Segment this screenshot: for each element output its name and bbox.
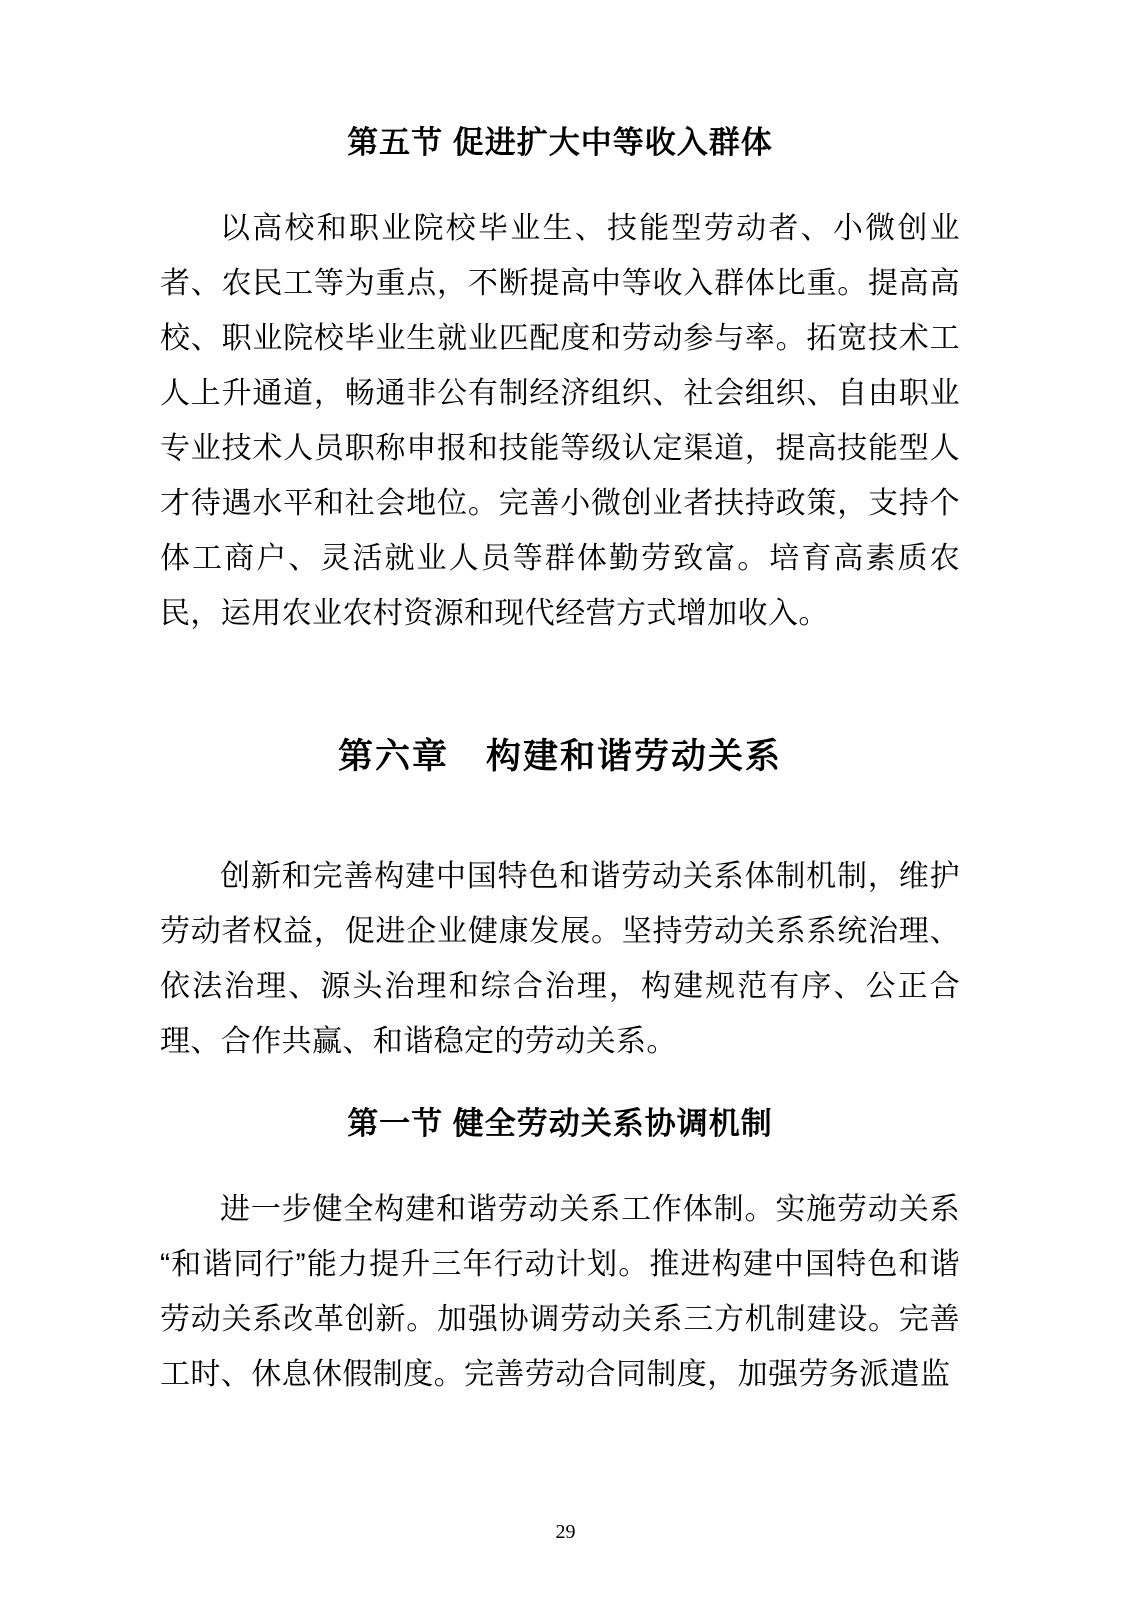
page-number: 29: [555, 1521, 576, 1543]
document-body: [160, 120, 960, 1408]
block-spacer: [160, 647, 960, 687]
block-spacer: [160, 1075, 960, 1101]
paragraph-chapter-intro: 创新和完善构建中国特色和谐劳动关系体制机制，维护劳动者权益，促进企业健康发展。坚持劳动关系系统治理、依法治理、源头治理和综合治理，构建规范有序、公正合理、合作共赢、和谐稳定的劳动关系。: [160, 860, 960, 1058]
paragraph-coordination-mechanism-body: 进一步健全构建和谐劳动关系工作体制。实施劳动关系“和谐同行”能力提升三年行动计划。推进构建中国特色和谐劳动关系改革创新。加强协调劳动关系三方机制建设。完善工时、休息休假制度。完善劳动合同制度，加强劳务派遣监: [160, 1192, 960, 1391]
paragraph-middle-income-body: 以高校和职业院校毕业生、技能型劳动者、小微创业者、农民工等为重点，不断提高中等收入群体比重。提高高校、职业院校毕业生就业匹配度和劳动参与率。拓宽技术工人上升通道，畅通非公有制经济组织、社会组织、自由职业专业技术人员职称申报和技能等级认定渠道，提高技能型人才待遇水平和社会地位。完善小微创业者扶持政策，支持个体工商户、灵活就业人员等群体勤劳致富。培育高素质农民，运用农业农村资源和现代经营方式增加收入。: [160, 211, 960, 630]
block-spacer: [160, 823, 960, 849]
chapter-heading-harmonious-labor-relations: 第六章 构建和谐劳动关系: [337, 736, 782, 776]
section-heading-promote-middle-income: 第五节 促进扩大中等收入群体: [347, 125, 773, 160]
section-heading-coordination-mechanism: 第一节 健全劳动关系协调机制: [347, 1106, 773, 1141]
